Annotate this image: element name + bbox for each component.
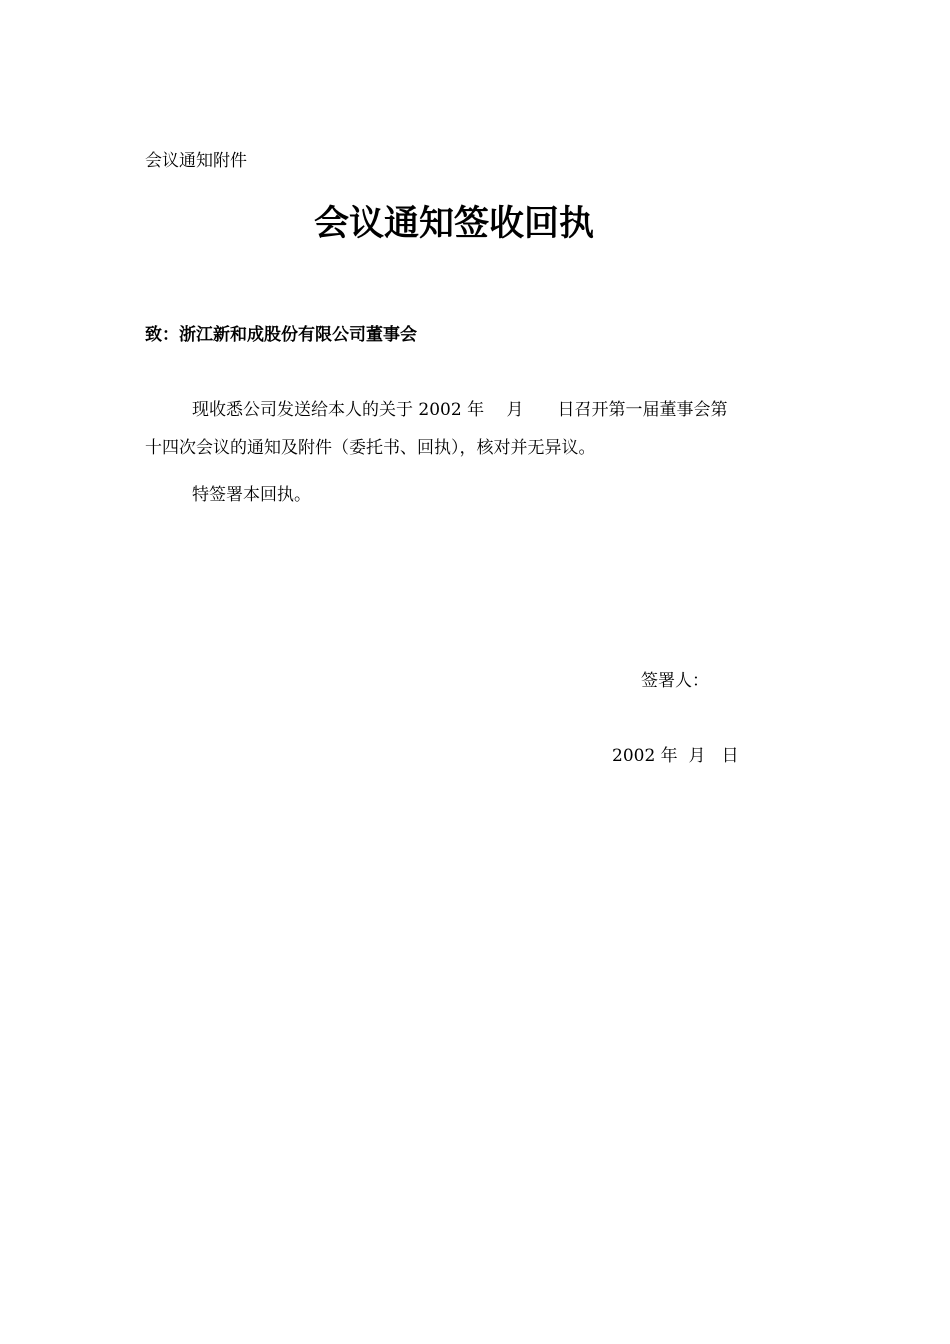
body-paragraph-line-1: 现收悉公司发送给本人的关于 2002 年 月 日召开第一届董事会第 xyxy=(192,400,728,420)
recipient-line: 致：浙江新和成股份有限公司董事会 xyxy=(145,325,417,345)
signature-label: 签署人： xyxy=(641,671,709,691)
document-title: 会议通知签收回执 xyxy=(313,204,594,244)
attachment-label: 会议通知附件 xyxy=(145,151,247,171)
date-line: 2002 年 月 日 xyxy=(612,746,739,766)
body-paragraph-line-2: 十四次会议的通知及附件（委托书、回执），核对并无异议。 xyxy=(145,438,596,458)
body-paragraph-2: 特签署本回执。 xyxy=(192,485,311,505)
